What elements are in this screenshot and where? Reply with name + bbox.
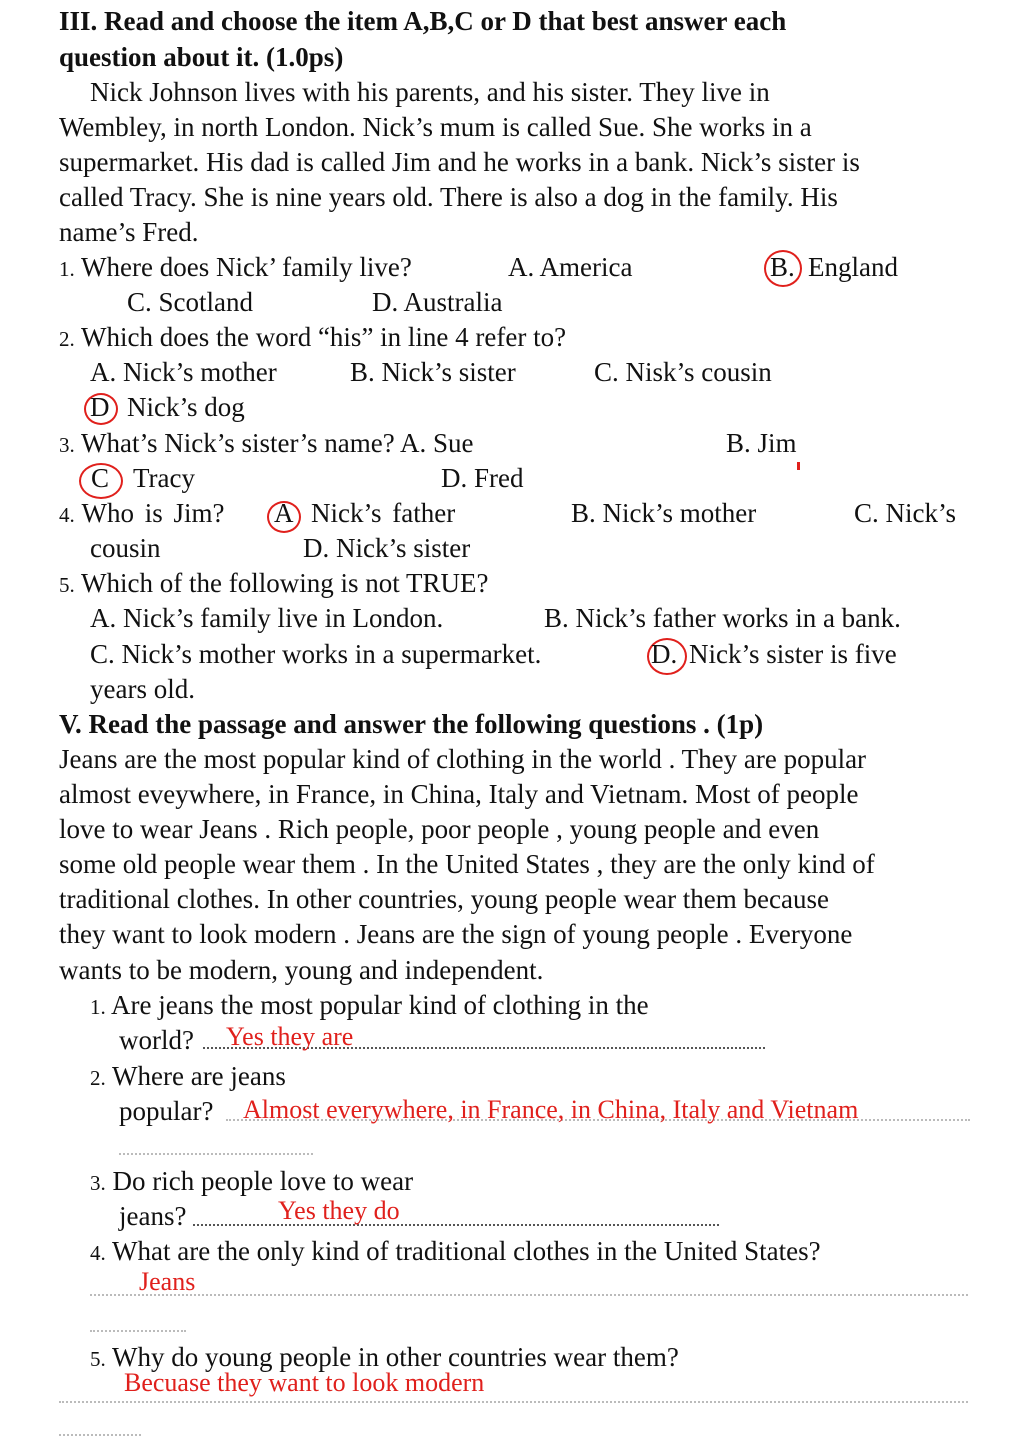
section-3-heading-line1: III. Read and choose the item A,B,C or D that best answer each (59, 6, 787, 36)
open-question-1 (90, 988, 649, 1025)
answer-line[interactable] (90, 1294, 968, 1296)
option-a: A. America (508, 252, 633, 282)
option-d-text: Nick’s sister is five (689, 639, 897, 669)
option-b: B. Nick’s father works in a bank. (544, 603, 901, 633)
passage-line: Nick Johnson lives with his parents, and his sister. They live in (90, 77, 770, 107)
open-question-4 (90, 1234, 821, 1271)
option-a: A. Nick’s mother (90, 357, 277, 387)
option-a-letter: A (274, 498, 294, 528)
question-text: What are the only kind of traditional clothes in the United States? (112, 1236, 821, 1266)
option-b: B. Jim (726, 428, 797, 458)
question-1 (59, 250, 412, 287)
option-d: D. Nick’s sister (303, 533, 471, 563)
passage-line: Wembley, in north London. Nick’s mum is called Sue. She works in a (59, 112, 812, 142)
handwritten-answer: Yes they do (278, 1196, 400, 1225)
option-d-letter: D. (651, 639, 678, 669)
section-3-heading-line2: question about it. (1.0ps) (59, 42, 344, 72)
question-text: Where are jeans (112, 1061, 286, 1091)
passage-line: called Tracy. She is nine years old. There is also a dog in the family. His (59, 182, 838, 212)
passage-line: love to wear Jeans . Rich people, poor people , young people and even (59, 814, 820, 844)
question-text: Do rich people love to wear (112, 1166, 414, 1196)
option-a: A. Nick’s family live in London. (90, 603, 444, 633)
option-d: D. Australia (372, 287, 503, 317)
option-c-text: Tracy (133, 463, 196, 493)
handwritten-answer: Jeans (139, 1267, 196, 1296)
question-number: 1. (59, 257, 75, 281)
option-d-text: Nick’s dog (127, 392, 245, 422)
option-b-text: England (808, 252, 898, 282)
question-number: 3. (90, 1171, 106, 1195)
answer-line[interactable] (59, 1401, 968, 1403)
option-c: C. Nick’s (854, 498, 957, 528)
question-text-continued: jeans? (119, 1201, 187, 1231)
question-5 (59, 566, 488, 603)
passage-line: Jeans are the most popular kind of clothing in the world . They are popular (59, 744, 867, 774)
handwritten-answer: Almost everywhere, in France, in China, Italy and Vietnam (243, 1095, 859, 1124)
section-5-heading: V. Read the passage and answer the following questions . (1p) (59, 709, 764, 739)
passage-line: supermarket. His dad is called Jim and he works in a bank. Nick’s sister is (59, 147, 860, 177)
open-question-2 (90, 1059, 286, 1096)
question-text-continued: world? (119, 1025, 194, 1055)
question-text: Which of the following is not TRUE? (81, 568, 489, 598)
question-text: Why do young people in other countries wear them? (112, 1342, 679, 1372)
question-text: Which does the word “his” in line 4 refer to? (81, 322, 567, 352)
option-d-letter: D (90, 392, 110, 422)
handwritten-answer: Yes they are (226, 1022, 354, 1051)
answer-line[interactable] (59, 1434, 141, 1436)
question-number: 2. (90, 1066, 106, 1090)
question-number: 1. (90, 995, 106, 1019)
option-b-letter: B. (770, 252, 795, 282)
passage-line: traditional clothes. In other countries, young people wear them because (59, 884, 829, 914)
question-number: 2. (59, 327, 75, 351)
answer-line[interactable] (90, 1330, 186, 1332)
option-c-letter: C (91, 463, 110, 493)
handwritten-answer: Becuase they want to look modern (124, 1368, 485, 1397)
option-a-text: Nick’s father (311, 498, 456, 528)
option-d: D. Fred (441, 463, 524, 493)
question-number: 3. (59, 433, 75, 457)
passage-line: some old people wear them . In the United States , they are the only kind of (59, 849, 875, 879)
question-3 (59, 426, 473, 463)
question-text-continued: popular? (119, 1096, 214, 1126)
question-number: 5. (90, 1347, 106, 1371)
question-text: Where does Nick’ family live? (81, 252, 412, 282)
option-b: B. Nick’s sister (350, 357, 516, 387)
passage-line: they want to look modern . Jeans are the sign of young people . Everyone (59, 919, 853, 949)
option-c: C. Nisk’s cousin (594, 357, 772, 387)
answer-line[interactable] (193, 1224, 719, 1226)
question-2 (59, 320, 566, 357)
question-text: Are jeans the most popular kind of clothing in the (111, 990, 649, 1020)
answer-line[interactable] (119, 1153, 313, 1155)
question-4 (59, 496, 225, 533)
question-number: 4. (59, 503, 75, 527)
red-mark (797, 462, 800, 470)
passage-line: wants to be modern, young and independent. (59, 955, 544, 985)
option-b: B. Nick’s mother (571, 498, 757, 528)
option-d-continued: years old. (90, 674, 195, 704)
option-c: C. Scotland (127, 287, 253, 317)
question-number: 5. (59, 573, 75, 597)
option-c: C. Nick’s mother works in a supermarket. (90, 639, 542, 669)
question-number: 4. (90, 1241, 106, 1265)
question-text: What’s Nick’s sister’s name? A. Sue (81, 428, 474, 458)
passage-line: name’s Fred. (59, 217, 199, 247)
option-c-continued: cousin (90, 533, 161, 563)
question-text: Who is Jim? (81, 498, 225, 528)
passage-line: almost eveywhere, in France, in China, Italy and Vietnam. Most of people (59, 779, 859, 809)
